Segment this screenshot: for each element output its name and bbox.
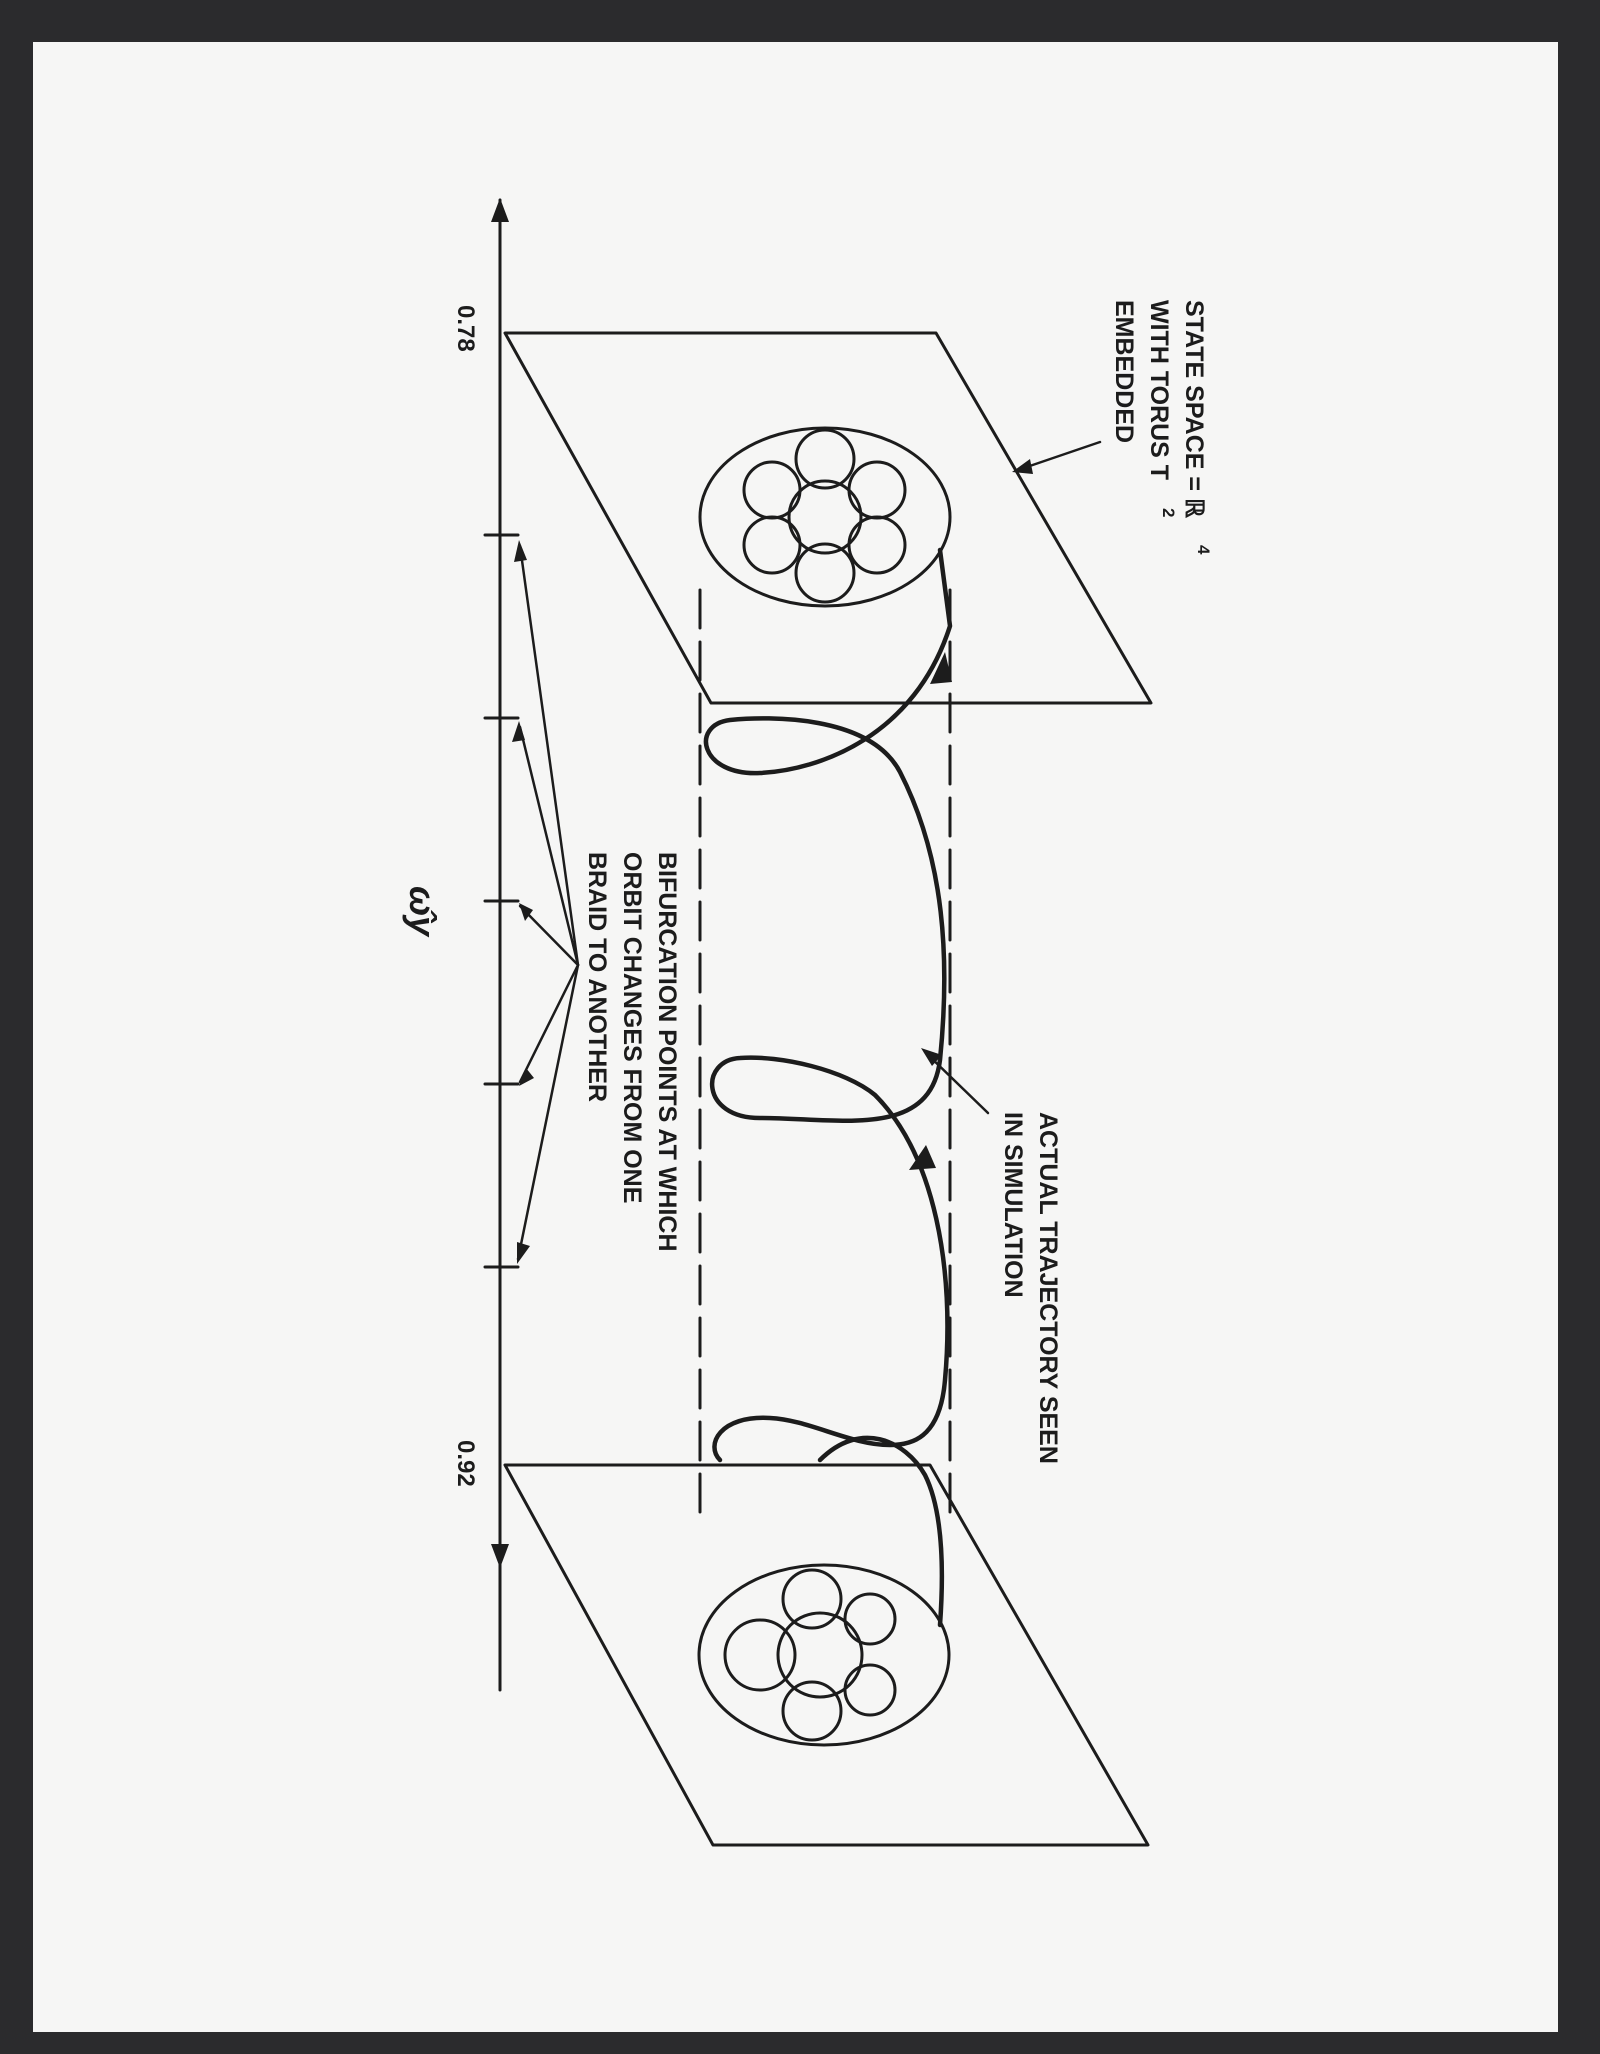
state-space-superscript-2: 2 bbox=[1159, 508, 1178, 518]
trajectory-label-line2: IN SIMULATION bbox=[999, 1112, 1027, 1298]
state-space-superscript-4: 4 bbox=[1194, 545, 1213, 555]
axis-symbol-omega-y: ω̂y bbox=[402, 886, 443, 937]
bifurcation-label-line3: BRAID TO ANOTHER bbox=[583, 852, 611, 1102]
state-space-label-line3: EMBEDDED bbox=[1110, 300, 1138, 444]
trajectory-label-line1: ACTUAL TRAJECTORY SEEN bbox=[1034, 1112, 1062, 1464]
bifurcation-label-line2: ORBIT CHANGES FROM ONE bbox=[618, 852, 646, 1204]
axis-value-0-92: 0.92 bbox=[452, 1440, 479, 1487]
bifurcation-label-line1: BIFURCATION POINTS AT WHICH bbox=[653, 852, 681, 1252]
axis-value-0-78: 0.78 bbox=[452, 305, 479, 352]
state-space-label-line1: STATE SPACE = ℝ bbox=[1180, 300, 1208, 518]
state-space-label-line2: WITH TORUS T bbox=[1145, 300, 1173, 481]
